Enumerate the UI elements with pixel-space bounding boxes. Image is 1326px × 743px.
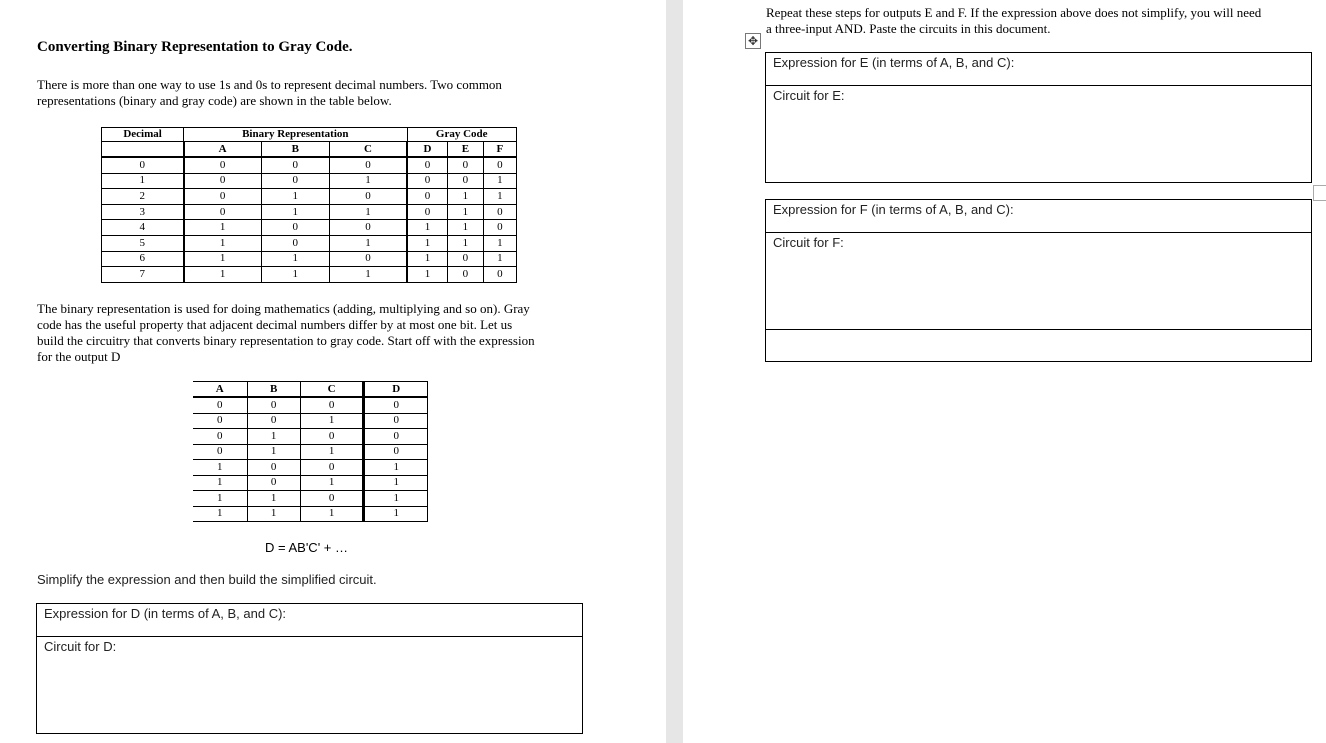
table-cell: 0 [261, 173, 329, 189]
table-cell: 0 [300, 429, 364, 445]
table-cell: 0 [300, 460, 364, 476]
table-cell: 1 [407, 220, 448, 236]
table-cell: 0 [193, 444, 247, 460]
table-cell: 0 [102, 157, 184, 173]
table-cell: 1 [364, 506, 428, 522]
table-cell: 0 [247, 413, 300, 429]
table-cell: 7 [102, 267, 184, 283]
table-cell: 1 [261, 267, 329, 283]
explanation-line: The binary representation is used for doing mathematics (adding, multiplying and so on). Gray [37, 301, 530, 316]
header-c: C [300, 382, 364, 398]
empty-table-row[interactable] [765, 329, 1312, 362]
table-cell: 1 [184, 235, 261, 251]
expression-f-field[interactable] [765, 199, 1312, 233]
intro-line: There is more than one way to use 1s and 0s to represent decimal numbers. Two common [37, 77, 502, 92]
table-cell: 5 [102, 235, 184, 251]
table-cell: 1 [247, 506, 300, 522]
header-a: A [184, 142, 261, 158]
table-cell: 0 [261, 220, 329, 236]
repeat-line: a three-input AND. Paste the circuits in this document. [766, 21, 1051, 36]
circuit-f-field[interactable] [765, 232, 1312, 330]
table-cell: 1 [364, 475, 428, 491]
table-row [193, 413, 428, 429]
table-cell: 1 [407, 235, 448, 251]
table-cell: 1 [364, 491, 428, 507]
table-cell: 1 [184, 220, 261, 236]
table-cell: 0 [407, 204, 448, 220]
table-cell: 0 [300, 491, 364, 507]
table-cell: 0 [448, 267, 484, 283]
table-cell: 0 [448, 173, 484, 189]
circuit-e-field[interactable] [765, 85, 1312, 183]
table-cell: 1 [261, 251, 329, 267]
explanation-line: for the output D [37, 349, 121, 364]
repeat-instructions [766, 5, 1261, 37]
table-row [102, 204, 517, 220]
table-cell: 1 [364, 460, 428, 476]
table-cell: 0 [247, 460, 300, 476]
d-truth-table [193, 381, 428, 522]
table-cell: 1 [483, 173, 516, 189]
circuit-e-label: Circuit for E: [773, 88, 845, 103]
table-cell: 1 [102, 173, 184, 189]
table-cell: 6 [102, 251, 184, 267]
table-row [102, 157, 517, 173]
header-binary-representation: Binary Representation [184, 128, 407, 142]
table-cell: 1 [448, 204, 484, 220]
header-d: D [364, 382, 428, 398]
table-row [193, 475, 428, 491]
table-cell: 0 [483, 267, 516, 283]
table-row [193, 460, 428, 476]
table-row [193, 444, 428, 460]
table-cell: 0 [184, 173, 261, 189]
table-cell: 0 [407, 189, 448, 205]
table-cell: 0 [247, 397, 300, 413]
expression-d-label: Expression for D (in terms of A, B, and C): [44, 606, 287, 621]
header-b: B [247, 382, 300, 398]
table-cell: 0 [407, 157, 448, 173]
table-cell: 1 [329, 173, 407, 189]
table-row [102, 189, 517, 205]
table-row [102, 251, 517, 267]
table-cell: 0 [329, 220, 407, 236]
table-cell: 1 [329, 204, 407, 220]
table-cell: 1 [448, 189, 484, 205]
header-e: E [448, 142, 484, 158]
header-a: A [193, 382, 247, 398]
table-cell: 0 [184, 189, 261, 205]
table-cell: 0 [193, 413, 247, 429]
repeat-line: Repeat these steps for outputs E and F. If the expression above does not simplify, you will need [766, 5, 1262, 20]
table-cell: 1 [300, 444, 364, 460]
table-cell: 1 [261, 204, 329, 220]
table-cell: 0 [364, 444, 428, 460]
table-cell: 1 [193, 475, 247, 491]
table-cell: 1 [448, 220, 484, 236]
d-expression: D = AB'C' + … [265, 540, 348, 555]
table-cell: 1 [483, 251, 516, 267]
header-c: C [329, 142, 407, 158]
header-blank [102, 142, 184, 158]
table-cell: 0 [364, 413, 428, 429]
table-cell: 1 [448, 235, 484, 251]
table-cell: 0 [193, 397, 247, 413]
table-cell: 0 [364, 429, 428, 445]
header-b: B [261, 142, 329, 158]
expression-f-label: Expression for F (in terms of A, B, and C): [773, 202, 1014, 217]
table-row [102, 220, 517, 236]
intro-paragraph [37, 77, 502, 109]
circuit-f-label: Circuit for F: [773, 235, 844, 250]
table-cell: 1 [300, 475, 364, 491]
expression-e-label: Expression for E (in terms of A, B, and C): [773, 55, 1015, 70]
simplify-instruction: Simplify the expression and then build the simplified circuit. [37, 572, 377, 587]
table-row [102, 267, 517, 283]
table-cell: 1 [193, 460, 247, 476]
table-row [102, 173, 517, 189]
table-cell: 0 [448, 251, 484, 267]
table-cell: 0 [329, 251, 407, 267]
circuit-d-field[interactable] [36, 636, 583, 734]
table-cell: 1 [329, 267, 407, 283]
table-cell: 0 [184, 157, 261, 173]
intro-line: representations (binary and gray code) are shown in the table below. [37, 93, 392, 108]
table-cell: 0 [483, 157, 516, 173]
table-row [193, 429, 428, 445]
table-cell: 1 [261, 189, 329, 205]
table-cell: 1 [247, 444, 300, 460]
table-cell: 1 [193, 491, 247, 507]
table-row [193, 506, 428, 522]
table-cell: 0 [483, 220, 516, 236]
table-move-handle-icon[interactable]: ✥ [745, 33, 761, 49]
table-cell: 2 [102, 189, 184, 205]
table-cell: 4 [102, 220, 184, 236]
table-cell: 1 [483, 189, 516, 205]
table-cell: 0 [261, 157, 329, 173]
header-d: D [407, 142, 448, 158]
gray-code-table [101, 127, 517, 283]
table-cell: 1 [193, 506, 247, 522]
header-decimal: Decimal [102, 128, 184, 142]
header-gray-code: Gray Code [407, 128, 517, 142]
expression-d-field[interactable] [36, 603, 583, 637]
table-cell: 0 [329, 189, 407, 205]
page-title: Converting Binary Representation to Gray Code. [37, 39, 353, 55]
explanation-paragraph [37, 301, 535, 365]
header-f: F [483, 142, 516, 158]
table-cell: 0 [407, 173, 448, 189]
table-cell: 1 [184, 267, 261, 283]
table-cell: 1 [407, 251, 448, 267]
table-cell: 1 [483, 235, 516, 251]
table-cell: 0 [364, 397, 428, 413]
table-row [193, 397, 428, 413]
table-cell: 0 [483, 204, 516, 220]
explanation-line: code has the useful property that adjacent decimal numbers differ by at most one bit. Let us [37, 317, 513, 332]
table-cell: 1 [300, 506, 364, 522]
table-cell: 0 [448, 157, 484, 173]
page-edge-marker [1313, 185, 1326, 201]
table-cell: 0 [247, 475, 300, 491]
table-cell: 0 [329, 157, 407, 173]
explanation-line: build the circuitry that converts binary representation to gray code. Start off with the expression [37, 333, 535, 348]
expression-e-field[interactable] [765, 52, 1312, 86]
table-cell: 3 [102, 204, 184, 220]
table-cell: 1 [300, 413, 364, 429]
table-cell: 1 [247, 491, 300, 507]
table-cell: 0 [261, 235, 329, 251]
table-cell: 0 [184, 204, 261, 220]
table-cell: 1 [184, 251, 261, 267]
table-cell: 1 [407, 267, 448, 283]
table-row [193, 491, 428, 507]
circuit-d-label: Circuit for D: [44, 639, 117, 654]
table-cell: 0 [193, 429, 247, 445]
table-row [102, 235, 517, 251]
table-cell: 0 [300, 397, 364, 413]
table-cell: 1 [247, 429, 300, 445]
table-cell: 1 [329, 235, 407, 251]
